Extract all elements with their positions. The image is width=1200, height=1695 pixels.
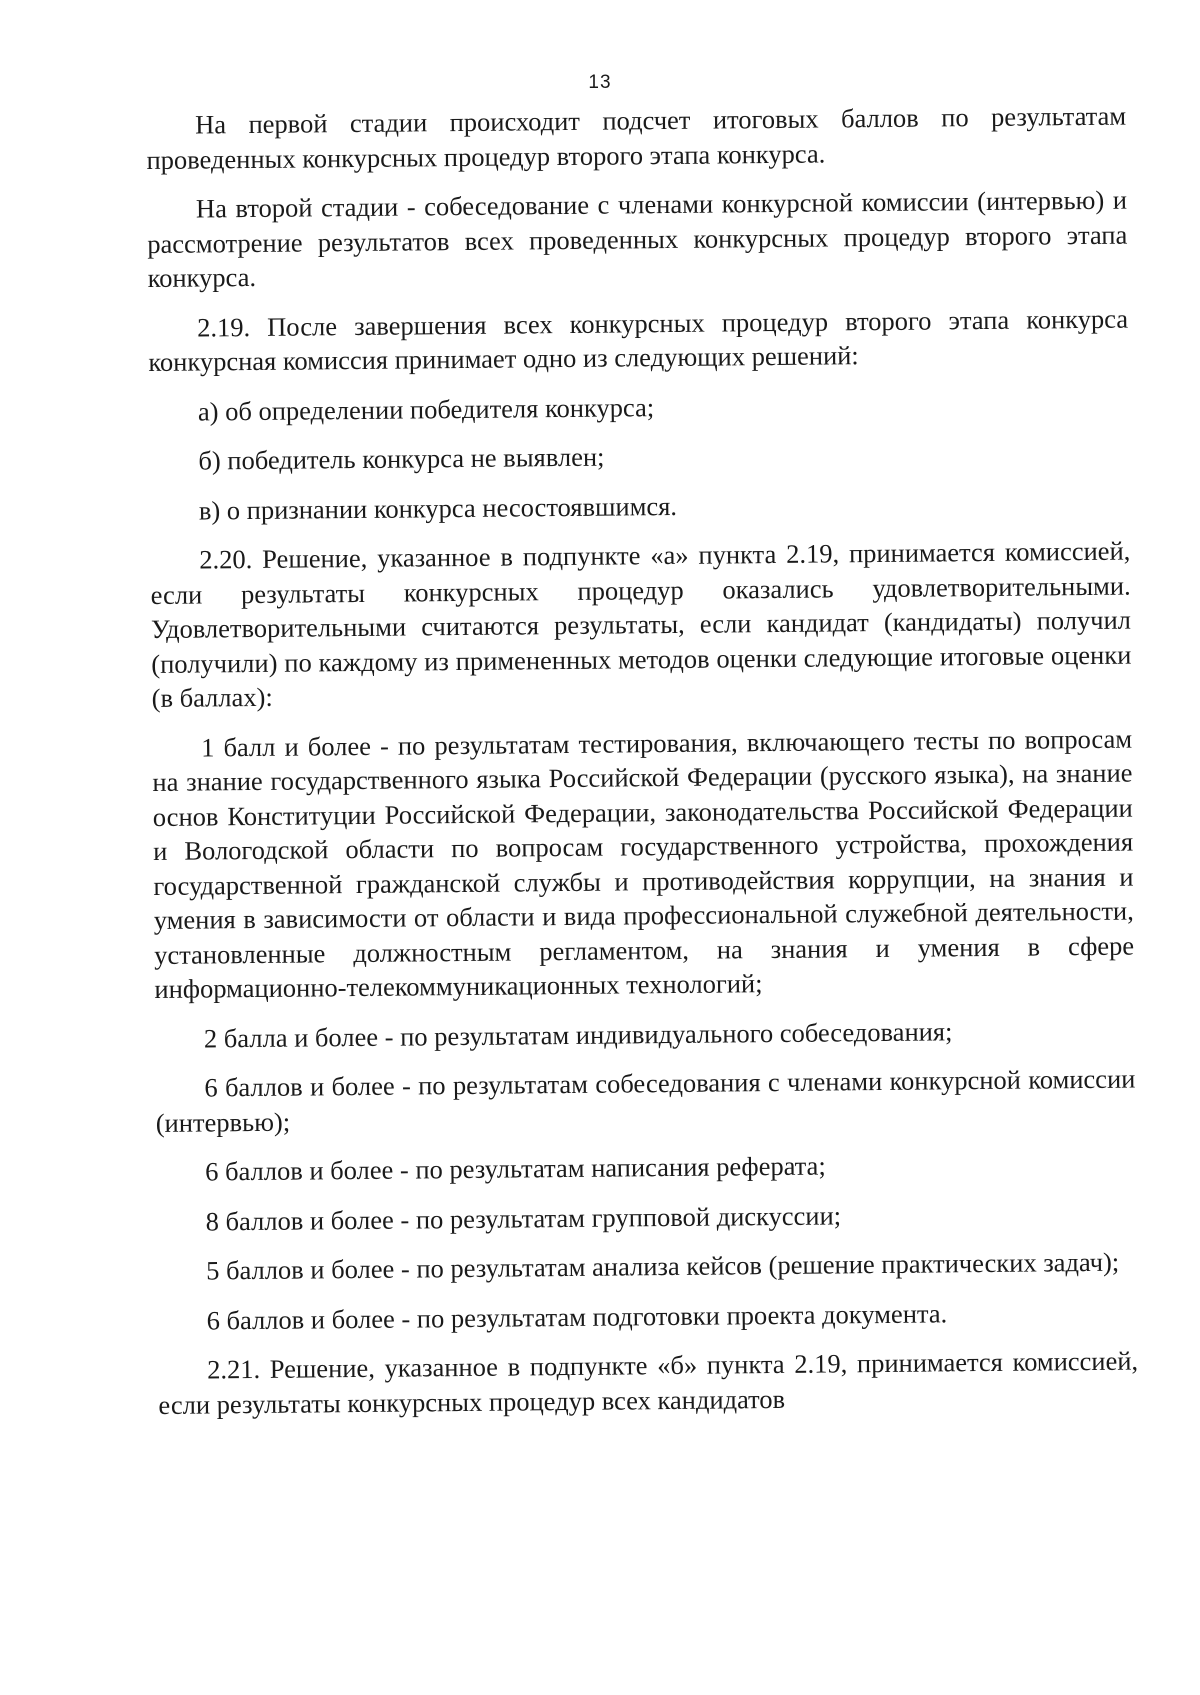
paragraph-second-stage: На второй стадии - собеседование с членами конкурсной комиссии (интервью) и рассмотрение результатов всех проведенных конкурсных процедур второго этапа конкурса. <box>147 184 1128 293</box>
page-number: 13 <box>588 72 612 93</box>
list-item-a: а) об определении победителя конкурса; <box>197 391 655 427</box>
score-individual-interview: 2 балла и более - по результатам индивидуального собеседования; <box>203 1015 953 1053</box>
list-item-b: б) победитель конкурса не выявлен; <box>198 441 605 476</box>
score-commission-interview: 6 баллов и более - по результатам собеседования с членами конкурсной комиссии (интервью); <box>155 1063 1136 1138</box>
paragraph-2-21: 2.21. Решение, указанное в подпункте «б» пункта 2.19, принимается комиссией, если результаты конкурсных процедур всех кандидатов <box>158 1345 1139 1420</box>
paragraph-2-20: 2.20. Решение, указанное в подпункте «а» пункта 2.19, принимается комиссией, если результаты конкурсных процедур оказались удовлетворительными. Удовлетворительными считаются результаты, если кандидат (кандидаты) получил (получили) по каждому из примененных методов оценки следующие итоговые оценки (в баллах): <box>150 535 1132 713</box>
document-body <box>146 99 1139 1437</box>
score-case-analysis: 5 баллов и более - по результатам анализа кейсов (решение практических задач); <box>206 1246 1120 1286</box>
paragraph-first-stage: На первой стадии происходит подсчет итоговых баллов по результатам проведенных конкурсных процедур второго этапа конкурса. <box>146 100 1127 175</box>
paragraph-2-19: 2.19. После завершения всех конкурсных процедур второго этапа конкурса конкурсная комиссия принимает одно из следующих решений: <box>148 303 1129 377</box>
list-item-v: в) о признании конкурса несостоявшимся. <box>198 490 678 526</box>
score-testing: 1 балл и более - по результатам тестирования, включающего тесты по вопросам на знание государственного языка Российской Федерации (русского языка), на знание основ Конституции Российской Федерации, законодательства Российской Федерации и Вологодской области по вопросам государственного устройства, прохождения государственной гражданской службы и противодействия коррупции, на знания и умения в зависимости от области и вида профессиональной служебной деятельности, установленные должностным регламентом, на знания и умения в сфере информационно-телекоммуникационных технологий; <box>152 723 1135 1004</box>
score-essay: 6 баллов и более - по результатам написания реферата; <box>205 1150 826 1187</box>
score-document-draft: 6 баллов и более - по результатам подготовки проекта документа. <box>206 1297 948 1335</box>
score-group-discussion: 8 баллов и более - по результатам групповой дискуссии; <box>205 1199 842 1236</box>
